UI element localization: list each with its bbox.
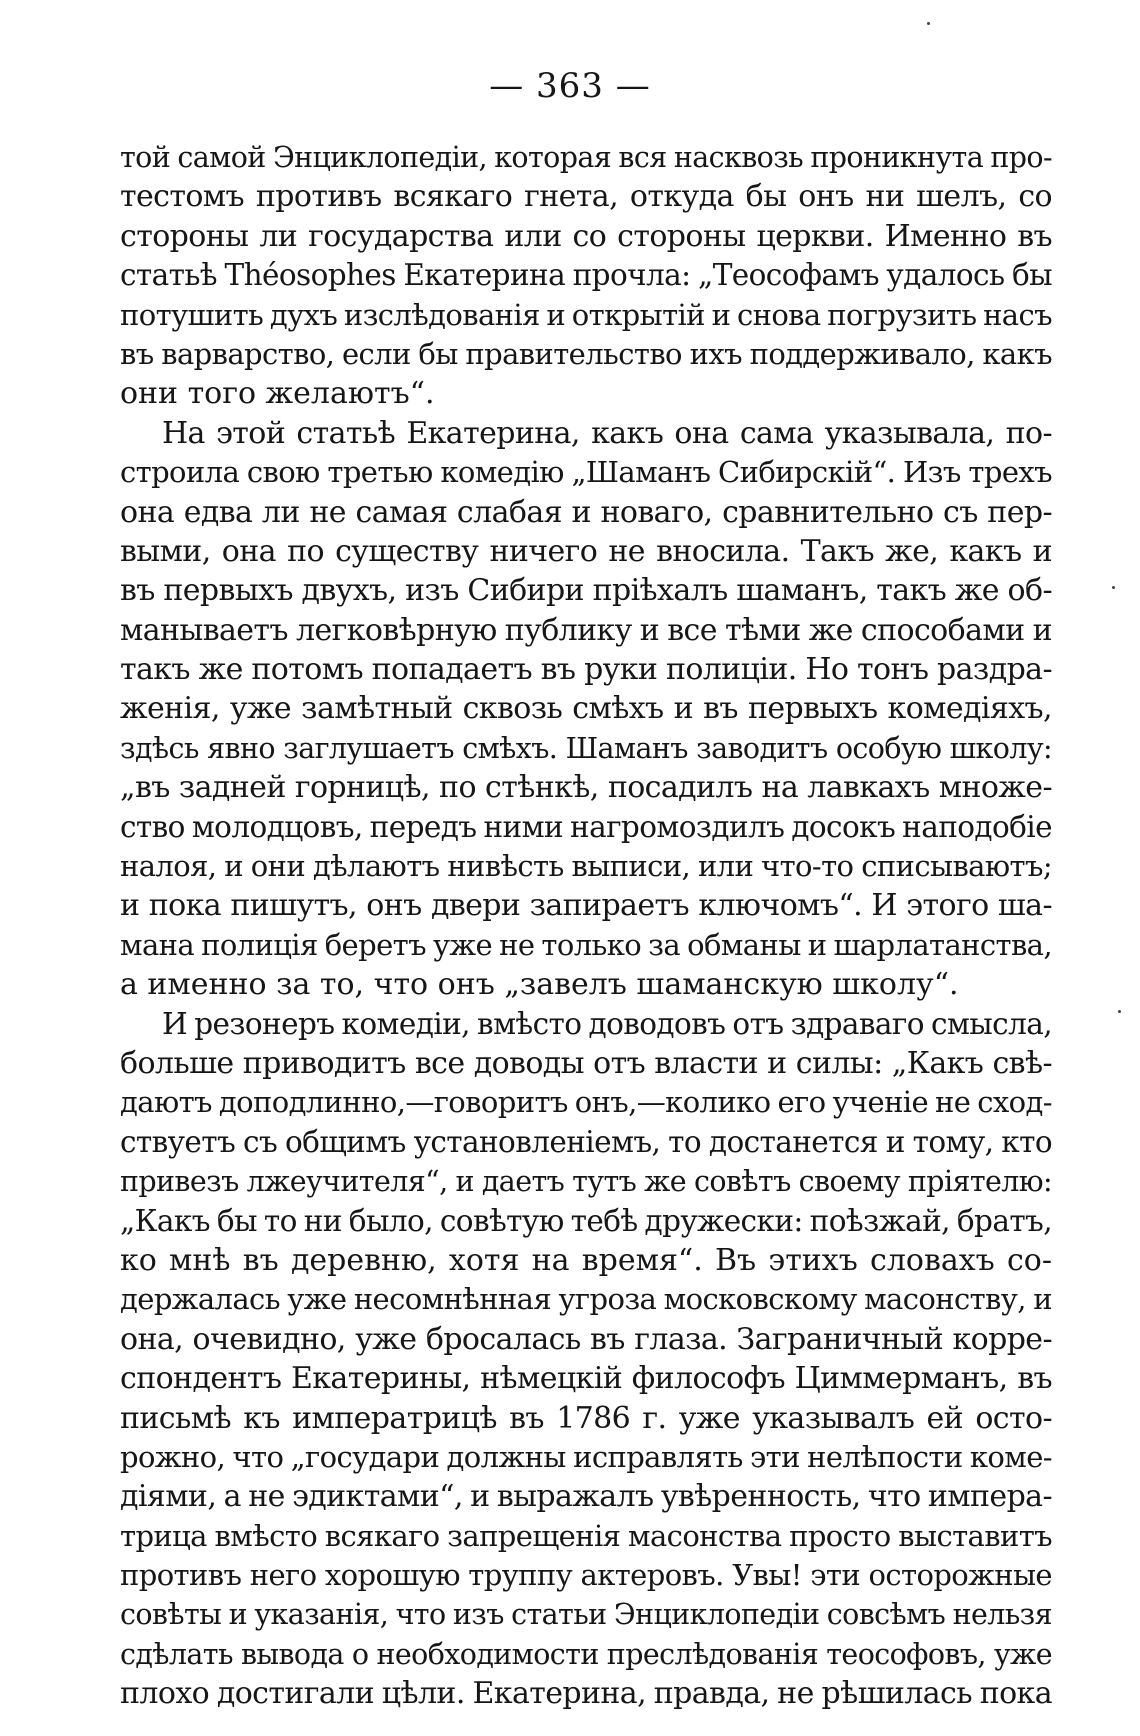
page-number: — 363 —: [489, 66, 651, 106]
text-line: стороны ли государства или со стороны церкви. Именно въ: [120, 218, 1052, 254]
text-line: сдѣлать вывода о необходимости преслѣдованія теософовъ, уже: [120, 1637, 1052, 1671]
text-line: держалась уже несомнѣнная угроза московскому масонству, и: [120, 1282, 1052, 1317]
text-line: совѣты и указанія, что изъ статьи Энциклопедіи совсѣмъ нельзя: [120, 1598, 1052, 1632]
text-line: даютъ доподлинно,—говоритъ онъ,—колико его ученіе не сход-: [120, 1085, 1052, 1120]
text-line: они того желаютъ“.: [120, 376, 435, 412]
text-line: манываетъ легковѣрную публику и все тѣми же способами и: [120, 612, 1052, 648]
text-line: „въ задней горницѣ, по стѣнкѣ, посадилъ на лавкахъ множе-: [120, 770, 1052, 806]
text-line: ствуетъ съ общимъ установленіемъ, то достанется и тому, кто: [120, 1124, 1052, 1159]
print-speck: [1118, 1010, 1121, 1013]
text-line: ство молодцовъ, передъ ними нагромоздилъ досокъ наподобіе: [120, 809, 1052, 844]
text-line: статьѣ Théosophes Екатерина прочла: „Теософамъ удалось бы: [120, 258, 1052, 293]
text-line: той самой Энциклопедіи, которая вся насквозь проникнута про-: [120, 141, 1052, 174]
text-line: діями, а не эдиктами“, и выражалъ увѣренность, что импера-: [120, 1479, 1052, 1515]
text-line: ко мнѣ въ деревню, хотя на время“. Въ этихъ словахъ со-: [120, 1242, 1052, 1278]
text-line: потушить духъ изслѣдованія и открытій и снова погрузить насъ: [120, 297, 1052, 332]
body-text: [120, 138, 1052, 1714]
text-line: въ первыхъ двухъ, изъ Сибири пріѣхалъ шаманъ, такъ же об-: [120, 573, 1052, 609]
paragraph-start-line: На этой статьѣ Екатерина, какъ она сама указывала, по-: [162, 415, 1052, 451]
text-line: тестомъ противъ всякаго гнета, откуда бы онъ ни шелъ, со: [120, 179, 1052, 215]
paragraph-start-line: И резонеръ комедіи, вмѣсто доводовъ отъ здраваго смысла,: [162, 1006, 1052, 1041]
text-line: женія, уже замѣтный сквозь смѣхъ и въ первыхъ комедіяхъ,: [120, 691, 1052, 727]
print-speck: [927, 22, 930, 25]
text-line: она, очевидно, уже бросалась въ глаза. Заграничный корре-: [120, 1321, 1052, 1357]
text-line: въ варварство, если бы правительство ихъ поддерживало, какъ: [120, 336, 1052, 371]
text-line: выми, она по существу ничего не вносила. Такъ же, какъ и: [120, 533, 1052, 569]
text-line: такъ же потомъ попадаетъ въ руки полиціи. Но тонъ раздра-: [120, 652, 1052, 688]
print-speck: [1112, 586, 1115, 589]
text-line: противъ него хорошую труппу актеровъ. Увы! эти осторожные: [120, 1558, 1052, 1593]
text-line: больше приводитъ все доводы отъ власти и силы: „Какъ свѣ-: [120, 1045, 1052, 1081]
text-line: она едва ли не самая слабая и новаго, сравнительно съ пер-: [120, 494, 1052, 530]
text-line: а именно за то, что онъ „завелъ шаманскую школу“.: [120, 967, 959, 1003]
text-line: строила свою третью комедію „Шаманъ Сибирскій“. Изъ трехъ: [120, 455, 1052, 490]
text-line: „Какъ бы то ни было, совѣтую тебѣ дружески: поѣзжай, братъ,: [120, 1203, 1052, 1238]
text-line: мана полиція беретъ уже не только за обманы и шарлатанства,: [120, 927, 1052, 962]
text-line: здѣсь явно заглушаетъ смѣхъ. Шаманъ заводитъ особую школу:: [120, 731, 1052, 765]
text-line: и пока пишутъ, онъ двери запираетъ ключомъ“. И этого ша-: [120, 888, 1052, 924]
text-line: письмѣ къ императрицѣ въ 1786 г. уже указывалъ ей осто-: [120, 1400, 1052, 1436]
text-line: спондентъ Екатерины, нѣмецкій философъ Циммерманъ, въ: [120, 1361, 1052, 1397]
text-line: налоя, и они дѣлаютъ нивѣсть выписи, или что-то списываютъ;: [120, 849, 1052, 884]
text-line: рожно, что „государи должны исправлять эти нелѣпости коме-: [120, 1439, 1052, 1474]
text-line: привезъ лжеучителя“, и даетъ тутъ же совѣтъ своему пріятелю:: [120, 1165, 1052, 1199]
text-line: трица вмѣсто всякаго запрещенія масонства просто выставитъ: [120, 1518, 1052, 1553]
text-line: плохо достигали цѣли. Екатерина, правда, не рѣшилась пока: [120, 1676, 1052, 1712]
